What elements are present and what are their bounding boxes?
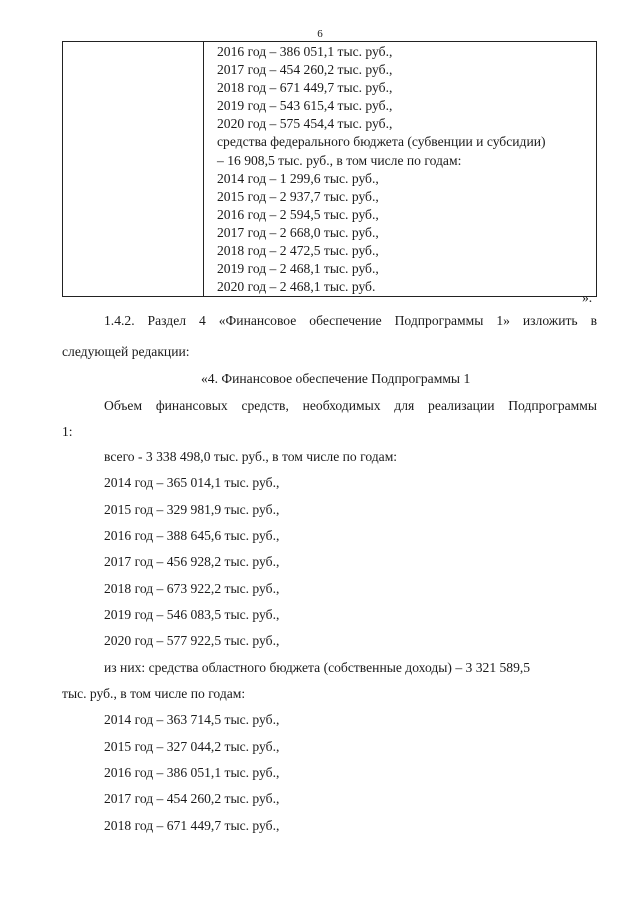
table-line: – 16 908,5 тыс. руб., в том числе по годам:	[217, 152, 462, 168]
section-heading: «4. Финансовое обеспечение Подпрограммы 1	[201, 371, 471, 386]
total-line: всего - 3 338 498,0 тыс. руб., в том числе по годам:	[104, 449, 398, 464]
table-line: средства федерального бюджета (субвенции и субсидии)	[217, 134, 546, 150]
year-total-line: 2019 год – 546 083,5 тыс. руб.,	[104, 607, 280, 622]
year-regional-line: 2018 год – 671 449,7 тыс. руб.,	[104, 818, 280, 833]
budget-table	[62, 41, 597, 297]
year-total-line: 2018 год – 673 922,2 тыс. руб.,	[104, 581, 280, 596]
volume-paragraph-line: Объем финансовых средств, необходимых для реализации Подпрограммы	[104, 398, 597, 413]
table-line: 2014 год – 1 299,6 тыс. руб.,	[217, 170, 379, 186]
year-total-line: 2015 год – 329 981,9 тыс. руб.,	[104, 502, 280, 517]
volume-paragraph-line: 1:	[62, 424, 73, 439]
year-regional-line: 2016 год – 386 051,1 тыс. руб.,	[104, 765, 280, 780]
table-line: 2018 год – 671 449,7 тыс. руб.,	[217, 80, 393, 96]
table-line: 2017 год – 454 260,2 тыс. руб.,	[217, 62, 393, 78]
table-line: 2019 год – 2 468,1 тыс. руб.,	[217, 261, 379, 277]
table-line: 2018 год – 2 472,5 тыс. руб.,	[217, 243, 379, 259]
table-line: 2016 год – 2 594,5 тыс. руб.,	[217, 206, 379, 222]
table-lines	[204, 42, 596, 296]
table-line: 2020 год – 2 468,1 тыс. руб.	[217, 279, 376, 295]
regional-budget-line: тыс. руб., в том числе по годам:	[62, 686, 246, 701]
year-total-line: 2016 год – 388 645,6 тыс. руб.,	[104, 528, 280, 543]
amendment-paragraph-line: следующей редакции:	[62, 344, 190, 359]
regional-budget-line: из них: средства областного бюджета (собственные доходы) – 3 321 589,5	[104, 660, 531, 675]
year-regional-line: 2014 год – 363 714,5 тыс. руб.,	[104, 712, 280, 727]
table-line: 2019 год – 543 615,4 тыс. руб.,	[217, 98, 393, 114]
table-line: 2015 год – 2 937,7 тыс. руб.,	[217, 188, 379, 204]
table-line: 2017 год – 2 668,0 тыс. руб.,	[217, 224, 379, 240]
year-regional-line: 2015 год – 327 044,2 тыс. руб.,	[104, 739, 280, 754]
table-line: 2020 год – 575 454,4 тыс. руб.,	[217, 116, 393, 132]
page-number: 6	[317, 28, 323, 40]
closing-quote: ».	[582, 290, 593, 305]
amendment-paragraph-line: 1.4.2. Раздел 4 «Финансовое обеспечение Подпрограммы 1» изложить в	[104, 313, 597, 328]
table-line: 2016 год – 386 051,1 тыс. руб.,	[217, 44, 393, 59]
year-total-line: 2020 год – 577 922,5 тыс. руб.,	[104, 633, 280, 648]
year-regional-line: 2017 год – 454 260,2 тыс. руб.,	[104, 791, 280, 806]
table-right-cell	[204, 42, 597, 297]
year-total-line: 2017 год – 456 928,2 тыс. руб.,	[104, 554, 280, 569]
year-total-line: 2014 год – 365 014,1 тыс. руб.,	[104, 475, 280, 490]
table-left-cell	[63, 42, 204, 297]
